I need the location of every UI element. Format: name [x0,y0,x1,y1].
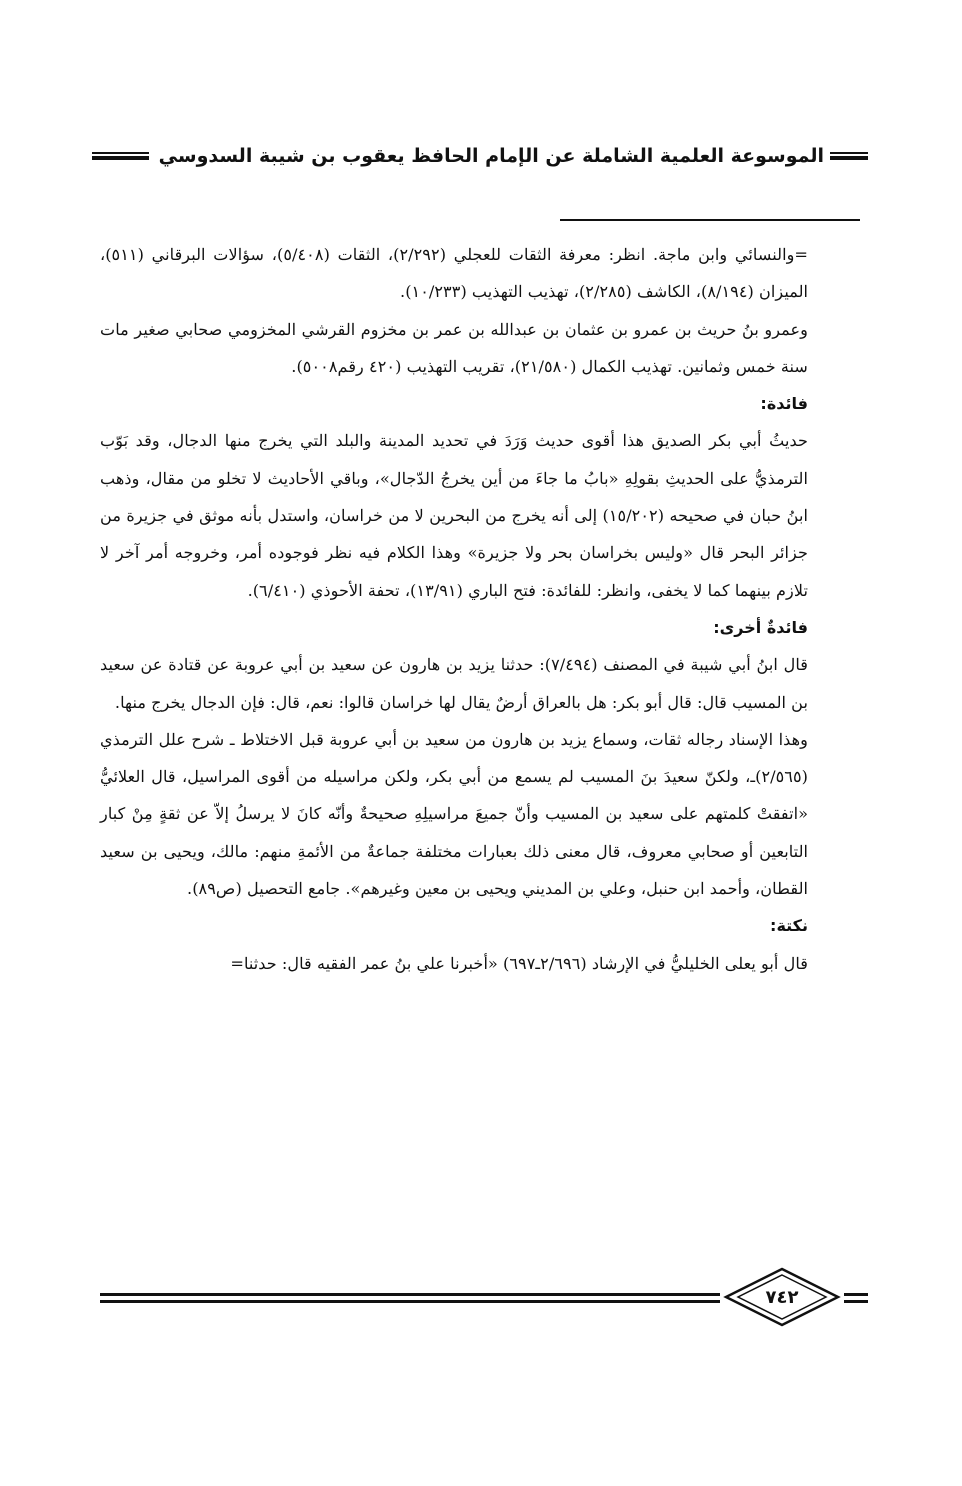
footer-rule-left [100,1293,720,1303]
header-rule-left [92,152,149,160]
footer-rule-right [844,1293,868,1303]
page-number-badge [722,1266,842,1328]
header-title: الموسوعة العلمية الشاملة عن الإمام الحافظ يعقوب بن شيبة السدوسي [158,145,824,167]
running-header [92,138,868,174]
footnote-paragraph: قال ابنُ أبي شيبة في المصنف (٧/٤٩٤): حدثنا يزيد بن هارون عن سعيد بن أبي عروبة عن قتادة عن سعيد بن المسيب قال: قال أبو بكر: هل بالعراق أرضٌ يقال لها خراسان قالوا: نعم، قال: فإن الدجال يخرج منها. [100,655,808,712]
footnote-paragraph: وهذا الإسناد رجاله ثقات، وسماع يزيد بن هارون من سعيد بن أبي عروبة قبل الاختلاط ـ شرح علل الترمذي (٢/٥٦٥)ـ، ولكنّ سعيدَ بنَ المسيب لم يسمع من أبي بكر، ولكن مراسيله من أقوى المراسيل، قال العلائيُّ «اتفقتْ كلمتهم على سعيد بن المسيب وأنّ جميعَ مراسيلِهِ صحيحةٌ وأنّه كانَ لا يرسلُ إلاّ عن ثقةٍ مِنْ كبار التابعين أو صحابي معروف، قال معنى ذلك بعبارات مختلفة جماعةٌ من الأئمةِ منهم: مالك، ويحيى بن سعيد القطان، وأحمد ابن حنبل، وعلي بن المديني ويحيى بن معين وغيرهم». جامع التحصيل (ص٨٩). [100,729,808,899]
header-rule-right [830,152,868,160]
section-heading: فائدةٌ أخرى: [713,617,808,637]
footnote-body [100,236,808,982]
section-heading: نكتة: [770,916,808,936]
footnote-paragraph: حديثُ أبي بكر الصديق هذا أقوى حديث وَرَدَ في تحديد المدينة والبلد التي يخرج منها الدجال، وقد بَوّب الترمذيُّ على الحديثِ بقولِهِ «بابُ ما جاءَ من أين يخرجُ الدّجال»، وباقي الأحاديث لا تخلو من مقال، وذهب ابنُ حبان في صحيحه (١٥/٢٠٢) إلى أنه يخرج من البحرين لا من خراسان، واستدل بأنه موثق في جزيرة من جزائر البحر قال «وليس بخراسان بحر ولا جزيرة» وهذا الكلام فيه نظر فوجوده أمر، وخروجه أمر آخر لا تلازم بينهما كما لا يخفى، وانظر: للفائدة: فتح الباري (١٣/٩١)، تحفة الأحوذي (٦/٤١٠). [100,431,808,600]
footnote-paragraph: وعمرو بنُ حريث بن عمرو بن عثمان بن عبدالله بن عمر بن مخزوم القرشي المخزومي صحابي صغير مات سنة خمس وثمانين. تهذيب الكمال (٢١/٥٨٠)، تقريب التهذيب (٤٢٠ رقم٥٠٠٨). [100,319,808,376]
footnote-paragraph: =والنسائي وابن ماجة. انظر: معرفة الثقات للعجلي (٢/٢٩٢)، الثقات (٥/٤٠٨)، سؤالات البرقاني (٥١١)، الميزان (٨/١٩٤)، الكاشف (٢/٢٨٥)، تهذيب التهذيب (١٠/٢٣٣). [100,245,808,302]
footnote-paragraph: قال أبو يعلى الخليليُّ في الإرشاد (٢/٦٩٦ـ٦٩٧) «أخبرنا علي بنُ عمر الفقيه قال: حدثنا= [230,953,808,973]
footnote-separator [560,219,860,221]
page-number: ٧٤٢ [765,1286,799,1308]
section-heading: فائدة: [760,394,808,414]
